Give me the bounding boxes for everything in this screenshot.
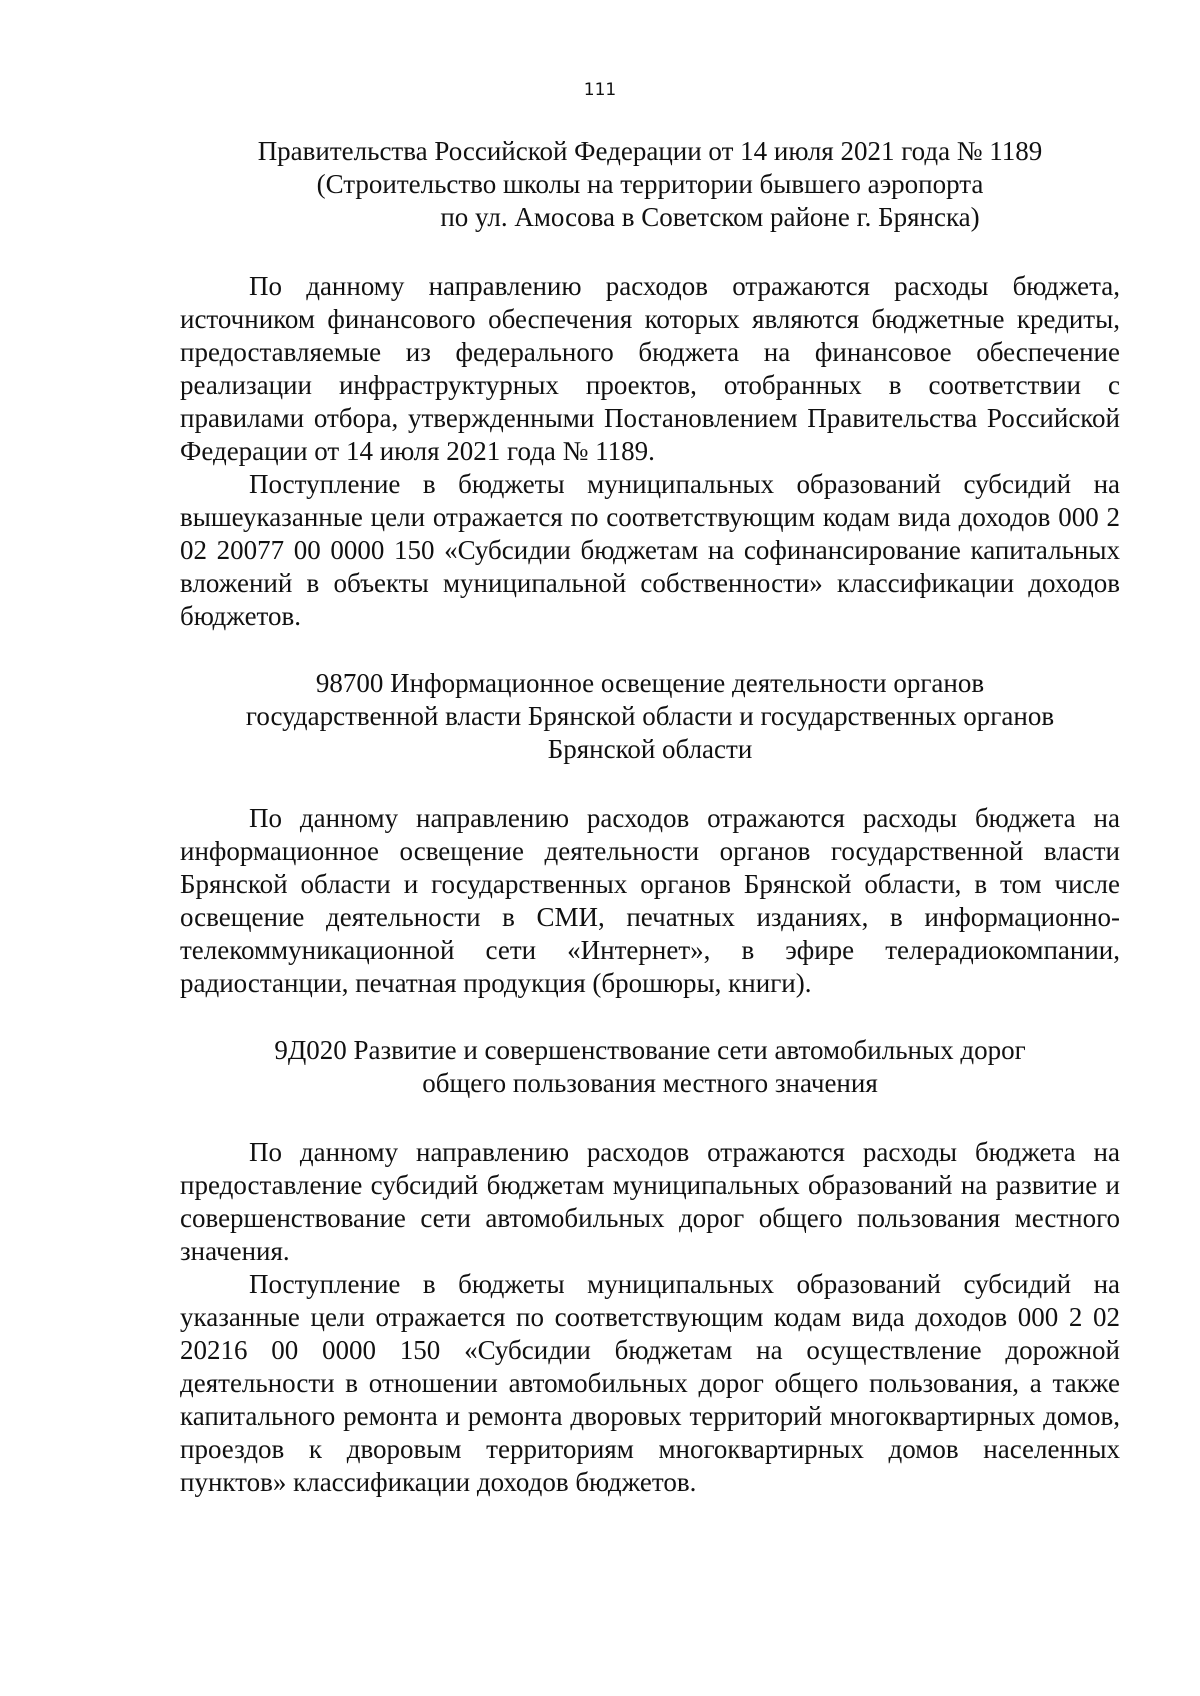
paragraph: По данному направлению расходов отражаются расходы бюджета, источником финансового обеспечения которых являются бюджетные кредиты, предоставляемые из федерального бюджета на финансовое обеспечение реализации инфраструктурных проектов, отобранных в соответствии с правилами отбора, утвержденными Постановлением Правительства Российской Федерации от 14 июля 2021 года № 1189.: [180, 271, 1120, 466]
top-heading: [180, 135, 1120, 234]
section-school-construction: [180, 270, 1120, 633]
section-heading-line: Брянской области: [547, 734, 753, 764]
section-heading: [180, 1034, 1120, 1100]
document-body: [180, 135, 1120, 1499]
top-heading-line: Правительства Российской Федерации от 14 июля 2021 года № 1189: [257, 136, 1043, 166]
top-heading-line: по ул. Амосова в Советском районе г. Брянска): [440, 202, 980, 232]
section-heading: [180, 667, 1120, 766]
top-heading-line: (Строительство школы на территории бывшего аэропорта: [316, 169, 984, 199]
paragraph: По данному направлению расходов отражаются расходы бюджета на информационное освещение деятельности органов государственной власти Брянской области и государственных органов Брянской области, в том числе освещение деятельности в СМИ, печатных изданиях, в информационно-телекоммуникационной сети «Интернет», в эфире телерадиокомпании, радиостанции, печатная продукция (брошюры, книги).: [180, 803, 1120, 998]
section-heading-line: государственной власти Брянской области и государственных органов: [245, 701, 1055, 731]
paragraph: Поступление в бюджеты муниципальных образований субсидий на указанные цели отражается по соответствующим кодам вида доходов 000 2 02 20216 00 0000 150 «Субсидии бюджетам на осуществление дорожной деятельности в отношении автомобильных дорог общего пользования, а также капитального ремонта и ремонта дворовых территорий многоквартирных домов, проездов к дворовым территориям многоквартирных домов населенных пунктов» классификации доходов бюджетов.: [180, 1269, 1120, 1497]
section-heading-line: общего пользования местного значения: [422, 1068, 878, 1098]
paragraph: Поступление в бюджеты муниципальных образований субсидий на вышеуказанные цели отражается по соответствующим кодам вида доходов 000 2 02 20077 00 0000 150 «Субсидии бюджетам на софинансирование капитальных вложений в объекты муниципальной собственности» классификации доходов бюджетов.: [180, 469, 1120, 631]
section-heading-line: 9Д020 Развитие и совершенствование сети автомобильных дорог: [274, 1035, 1026, 1065]
section-9d020: [180, 1034, 1120, 1499]
page-number: 111: [583, 80, 617, 100]
section-heading-line: 98700 Информационное освещение деятельности органов: [315, 668, 985, 698]
section-98700: [180, 667, 1120, 1000]
paragraph: По данному направлению расходов отражаются расходы бюджета на предоставление субсидий бюджетам муниципальных образований на развитие и совершенствование сети автомобильных дорог общего пользования местного значения.: [180, 1137, 1120, 1266]
